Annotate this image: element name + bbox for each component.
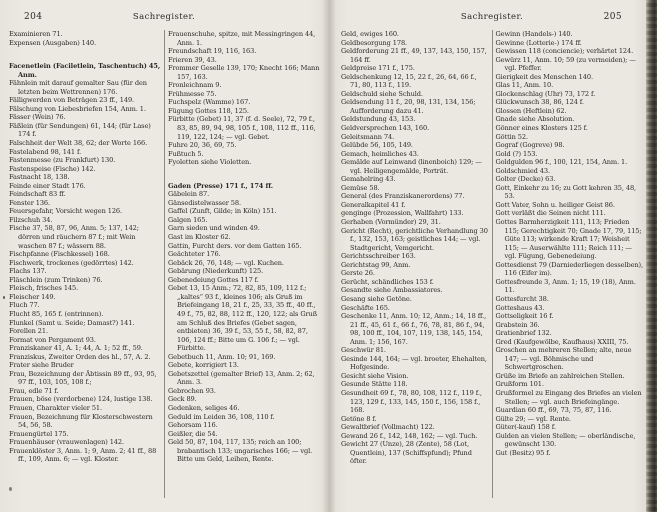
- column-divider: [492, 30, 493, 498]
- index-entry: Gerste 26.: [341, 269, 375, 278]
- index-entry: Gnade siehe Absolution.: [495, 115, 575, 124]
- index-entry: Gesandte siehe Ambassiatores.: [341, 286, 443, 295]
- index-entry: Fleisch, frisches 145.: [9, 284, 79, 293]
- index-entry: Gierigkeit des Menschen 140.: [495, 72, 593, 81]
- index-entry: Frieren 39, 43.: [168, 55, 217, 64]
- index-entry: Geldschuld siehe Schuld.: [341, 89, 423, 98]
- page-205-header: [328, 12, 656, 26]
- index-entry: Fischpfanne (Fischkessel) 168.: [9, 250, 110, 259]
- index-entry: Goldgulden 96 f., 100, 121, 154, Anm. 1.: [495, 158, 628, 167]
- index-entry: Gedenken, seliges 46.: [168, 403, 240, 412]
- index-entry: Fässer (Wein) 76.: [9, 113, 66, 122]
- ink-speck: [3, 296, 5, 299]
- index-entry: Frühmesse 75.: [168, 89, 217, 98]
- index-entry: Geldforderung 21 ff., 49, 137, 143, 150, 157, 164 ff.: [341, 47, 487, 64]
- index-entry: Format von Pergament 93.: [9, 335, 96, 344]
- index-entry: genginge (Prozession, Wallfahrt) 133.: [341, 209, 464, 218]
- index-entry: Gesunde Stätte 118.: [341, 380, 408, 389]
- index-entry: Expensen (Ausgaben) 140.: [9, 38, 96, 47]
- index-entry: Flachs 137.: [9, 267, 47, 276]
- index-entry: Fenster 136.: [9, 198, 51, 207]
- index-entry: Franziskaner 41, A. 1; 44, A. 1; 52 ff., 59.: [9, 344, 143, 353]
- index-entry: Groschen an mehreren Stellen; alte, neue 147; — vgl. Böhmische und Schwertgroschen.: [495, 346, 632, 372]
- page-204-header: [0, 12, 328, 26]
- index-entry: Examinieren 71.: [9, 30, 63, 38]
- page-number-left: 204: [24, 12, 43, 22]
- index-entry: Gott, Einkehr zu 16; zu Gott kehren 35, 48, 53.: [495, 183, 637, 201]
- index-entry: Gesang siehe Getöne.: [341, 294, 412, 303]
- index-entry: Glas 11, Anm. 10.: [495, 81, 554, 90]
- index-entry: Glückwunsch 38, 86, 124 f.: [495, 98, 584, 107]
- index-entry: Frauenklöster 3, Anm. 1; 9, Anm. 2; 41 ff., 88 ff., 109, Anm. 6; — vgl. Kloster.: [9, 446, 157, 464]
- page-205: [328, 0, 656, 512]
- index-entry: Gott Vater, Sohn u. heiliger Geist 86.: [495, 200, 615, 209]
- index-entry: Galgen 165.: [168, 215, 208, 224]
- index-entry: Guardian 60 ff., 69, 73, 75, 87, 116.: [495, 406, 612, 415]
- index-entry: Facenetlein (Faciletlein, Taschentuch) 45, Anm.: [9, 62, 161, 79]
- index-entry: Frauenschuhe, spitze, mit Messingringen 44, Anm. 1.: [168, 30, 316, 47]
- index-entry: Franziskus, Zweiter Orden des hl., 57, A. 2.: [9, 352, 151, 361]
- index-entry: Gratienbrief 132.: [495, 329, 552, 338]
- index-entry: Gesicht siehe Vision.: [341, 371, 409, 380]
- index-entry: Fügung Gottes 118, 125.: [168, 106, 249, 115]
- index-entry: Fastenspeise (Fische) 142.: [9, 164, 96, 173]
- index-entry: Fastnacht 18, 138.: [9, 173, 70, 182]
- index-entry: Grußformel zu Eingang des Briefes an vielen Stellen; — vgl. auch Briefeingänge.: [495, 388, 642, 406]
- index-entry: Gemach, heimliches 43.: [341, 149, 419, 158]
- index-entry: Gewürz 11, Anm. 10; 59 (zu vermeiden); — vgl. Pfeffer.: [495, 55, 636, 73]
- index-entry: Gerücht, schändliches 153 f.: [341, 277, 434, 286]
- index-entry: Fuchspelz (Wamme) 167.: [168, 98, 251, 107]
- index-entry: Gemahelring 43.: [341, 175, 396, 184]
- index-entry: Gottesfurcht 38.: [495, 294, 549, 303]
- index-entry: Gesundheit 69 f., 78, 80, 108, 112 f., 119 f., 123, 129 f., 133, 145, 150 f., 156, 158 f., 168.: [341, 388, 482, 415]
- index-entry: Gottseligkeit 16 f.: [495, 312, 554, 321]
- index-entry: Frommer Geselle 139, 170; Knecht 166; Mann 157, 163.: [168, 64, 320, 81]
- index-entry: Geldschenkung 12, 15, 22 f., 26, 64, 66 f., 71, 80, 113 f., 119.: [341, 72, 477, 90]
- index-entry: Goldschmied 43.: [495, 166, 550, 175]
- index-entry: Frau, Bezeichnung der Äbtissin 89 ff., 93, 95, 97 ff., 103, 105, 108 f.;: [9, 369, 157, 387]
- index-entry: Fischwerk, trockenes (gedörrtes) 142.: [9, 258, 134, 267]
- index-entry: Gerichtsschreiber 163.: [341, 252, 416, 261]
- index-entry: Fälschung von Liebesbriefen 154, Anm. 1.: [9, 104, 146, 113]
- index-entry: Glockenschlag (Uhr) 73, 172 f.: [495, 89, 596, 98]
- index-entry: Gattin, Furcht ders. vor dem Gatten 165.: [168, 241, 302, 250]
- index-entry: Glossen (Heftlein) 62.: [495, 106, 567, 115]
- index-entry: Flunkel (Samt u. Seide; Damast?) 141.: [9, 318, 135, 327]
- index-entry: Gericht (Recht), gerichtliche Verhandlung 30 f., 132, 153, 163; geistliches 144; — vgl. Stadtgericht, Vemgericht.: [341, 226, 488, 252]
- page-205-columns: [341, 30, 643, 504]
- index-entry: Geldstundung 43, 153.: [341, 115, 416, 124]
- index-entry: Gulden an vielen Stellen; — oberländische, gewünscht 130.: [495, 431, 636, 449]
- index-entry: Gewaltbrief (Vollmacht) 122.: [341, 423, 435, 432]
- index-entry: Gred (Kaufgewölbe, Kaufhaus) XXIII, 75.: [495, 337, 629, 346]
- index-entry: Falschheit der Welt 38, 62; der Worte 166.: [9, 139, 148, 148]
- index-entry: Geschwür 81.: [341, 346, 386, 355]
- index-entry: Gesinde 144, 164; — vgl. broeter, Ehehalten, Hofgesinde.: [341, 354, 487, 372]
- index-entry: Geschäfte 165.: [341, 303, 390, 312]
- index-entry: Generalkapitel 41 f.: [341, 200, 406, 209]
- index-entry: Gut (Besitz) 95 f.: [495, 448, 551, 457]
- index-entry: Garn sieden und winden 49.: [168, 224, 260, 233]
- index-entry: Gemälde auf Leinwand (linenboich) 129; — vgl. Heiligengemälde, Porträt.: [341, 158, 482, 175]
- index-entry: Frauengürtel 175.: [9, 429, 69, 438]
- index-entry: Göttin 52.: [495, 132, 528, 141]
- index-entry: Golter (Decke) 63.: [495, 175, 556, 184]
- index-entry: Fluch 77.: [9, 301, 40, 310]
- index-entry: Gotteshaus 43.: [495, 303, 545, 312]
- index-entry: Feindschaft 83 ff.: [9, 190, 66, 199]
- running-title-right: Sachregister.: [460, 12, 524, 22]
- index-entry: Gewinn (Handels-) 140.: [495, 30, 573, 38]
- index-entry: Geldversprechen 143, 160.: [341, 124, 430, 133]
- index-entry: Gelübde 56, 105, 149.: [341, 141, 413, 150]
- index-entry: Getöne 8 f.: [341, 414, 377, 423]
- index-entry: Gott verläßt die Seinen nicht 111.: [495, 209, 606, 218]
- index-entry: Grußform 101.: [495, 380, 544, 389]
- index-entry: Gebäck 26, 76, 148; — vgl. Kuchen.: [168, 258, 284, 267]
- index-entry: Fyoletten siehe Violetten.: [168, 158, 252, 167]
- index-entry: Fastenmesse (zu Frankfurt) 130.: [9, 156, 116, 165]
- index-entry: Gottesdienst 79 (Darniederliegen desselben), 116 (Eifer im).: [495, 260, 643, 278]
- index-entry: Gewand 26 f., 142, 148, 162; — vgl. Tuch.: [341, 431, 478, 440]
- index-entry: Gewicht 27 (Unze), 28 (Zente), 58 (Lot, Quentlein), 137 (Schiffspfund); Pfund öfter.: [341, 440, 472, 466]
- index-entry: Gerichtstag 99, Anm.: [341, 260, 411, 269]
- index-entry: Geldsendung 11 f., 20, 98, 131, 134, 156; Aufforderung dazu 41.: [341, 98, 476, 115]
- index-entry: Frau, edle 71 f.: [9, 386, 59, 395]
- index-entry: Fähnlein mit darauf gemalter Sau (für den letzten beim Wettrennen) 176.: [9, 79, 147, 96]
- index-entry: Geldbesorgung 178.: [341, 38, 408, 47]
- page-205-column-1: [341, 30, 489, 504]
- index-entry: Fronleichnam 9.: [168, 81, 222, 90]
- index-entry: Filzschuh 34.: [9, 215, 53, 224]
- column-divider: [164, 30, 165, 498]
- index-entry: Frauen, Bezeichnung für Klosterschwestern 54, 56, 58.: [9, 412, 153, 430]
- index-entry: Gottesfreunde 3, Anm. 1; 15, 19 (18), Anm. 11.: [495, 277, 636, 295]
- index-entry: Freundschaft 19, 116, 163.: [168, 47, 257, 56]
- index-entry: Geißler, die 54.: [168, 429, 218, 438]
- index-entry: Frauen, böse (verdorbene) 124, lustige 138.: [9, 395, 153, 404]
- index-entry: Geld, ewiges 160.: [341, 30, 399, 38]
- index-entry: Fürbitte (Gebet) 11, 37 (f. d. Seele), 72, 79 f., 83, 85, 89, 94, 98, 105 f., 108, 112 ff., 116, 119, 122, 124; — vgl. Gebet.: [168, 115, 316, 141]
- page-204-column-1: [9, 30, 161, 504]
- ink-speck: [649, 40, 651, 42]
- index-entry: Fälligwerden von Beträgen 23 ff., 149.: [9, 96, 135, 105]
- running-title-left: Sachregister.: [132, 12, 196, 22]
- index-entry: Gäbelein 87.: [168, 190, 210, 199]
- index-entry: Gewinne (Lotterie-) 174 ff.: [495, 38, 582, 47]
- index-entry: Fleischer 149.: [9, 292, 56, 301]
- index-entry: Gönner eines Klosters 125 f.: [495, 124, 588, 133]
- index-entry: Geächteter 176.: [168, 250, 221, 259]
- book-edge-band: [646, 0, 657, 512]
- index-entry: Gebetszettel (gemalter Brief) 13, Anm. 2; 62, Anm. 3.: [168, 369, 315, 387]
- index-entry: Fische 37, 58, 87, 96, Anm. 5; 137, 142; dörren und räuchern 87 f.; mit Wein waschen 87 f.; wässern 88.: [9, 224, 139, 250]
- index-entry: Flucht 85, 165 f. (entrinnen).: [9, 309, 104, 318]
- index-entry: Geld 50, 87, 104, 117, 135; reich an 100; brabantisch 133; ungarisches 166; — vgl. Bitte um Geld, Leihen, Rente.: [168, 438, 313, 464]
- page-204: [0, 0, 328, 512]
- index-entry: Gaffel (Zunft, Gilde; in Köln) 151.: [168, 207, 277, 216]
- index-entry: Gebetbuch 11, Anm. 10; 91, 169.: [168, 352, 276, 361]
- index-entry: Gehorsam 116.: [168, 421, 218, 430]
- index-entry: Frater siehe Bruder: [9, 361, 74, 370]
- index-entry: Grabstein 36.: [495, 320, 540, 329]
- index-entry: Gewissen 118 (conciencie); verhärtet 124.: [495, 47, 634, 56]
- section-gap: [9, 47, 161, 62]
- index-entry: Gülte 29; — vgl. Rente.: [495, 414, 571, 423]
- index-entry: Frauenhäuser (vrauwenlagen) 142.: [9, 438, 124, 447]
- index-entry: Fäßlein (für Sendungen) 61, 144; (für Lase) 174 f.: [9, 121, 151, 139]
- page-number-right: 205: [603, 12, 622, 22]
- index-entry: General (des Franziskanerordens) 77.: [341, 192, 465, 201]
- index-entry: Gebärung (Niederkunft) 125.: [168, 267, 264, 276]
- index-entry: Geldpreise 171 f., 175.: [341, 64, 415, 73]
- index-entry: Fuhre 20, 36, 69, 75.: [168, 141, 237, 150]
- page-204-columns: [9, 30, 321, 504]
- index-entry: Grüße im Briefe an zahlreichen Stellen.: [495, 371, 625, 380]
- index-entry: Fläschlein (zum Trinken) 76.: [9, 275, 103, 284]
- index-entry: Geck 89.: [168, 395, 197, 404]
- index-entry: Geduld im Leiden 36, 108, 110 f.: [168, 412, 275, 421]
- section-gap: [168, 167, 320, 182]
- index-entry: Feuersgefahr, Vorsicht wegen 126.: [9, 207, 123, 216]
- index-entry: Güter(-kauf) 158 f.: [495, 423, 556, 432]
- index-entry: Gebete, korrigiert 13.: [168, 361, 239, 370]
- page-204-column-2: [168, 30, 320, 504]
- index-entry: Gast im Kloster 62.: [168, 233, 231, 242]
- ink-speck: [9, 487, 12, 491]
- index-entry: Gold (?) 153.: [495, 149, 538, 158]
- index-entry: Gebrochen 93.: [168, 386, 216, 395]
- index-entry: Geschenke 11, Anm. 10; 12, Anm.; 14, 18 ff., 21 ff., 45, 61 f., 66 f., 76, 78, 81, 86 f., 94, 98, 100 ff., 104, 107, 119, 138, 145, 154, Anm. 1; 156, 167.: [341, 312, 487, 346]
- index-entry: Gaden (Presse) 171 f., 174 ff.: [168, 181, 273, 190]
- index-entry: Fußtuch 5.: [168, 149, 204, 158]
- index-entry: Fastelabend 98, 141 f.: [9, 147, 82, 156]
- index-entry: Gograf (Gogreve) 98.: [495, 141, 565, 150]
- index-entry: Gebet 13, 15 Anm.; 72, 82, 85, 109, 112 f.; „kaltes“ 93 f., kleines 106; als Gruß im Briefeingang 18, 21 f., 25, 33, 35 ff., 40 ff., 49 f., 75, 82, 88, 112 ff., 120, 122; als Gruß am Schluß des Briefes (Gebet sagen, entbieten) 36, 39 f., 53, 55 f., 58, 82, 87, 106, 124 ff.; Bitte um G. 106 f.; — vgl. Fürbitte.: [168, 284, 318, 353]
- index-entry: Gänsedistelwasser 58.: [168, 198, 241, 207]
- index-entry: Frauen, Charakter vieler 51.: [9, 403, 103, 412]
- index-entry: Feinde einer Stadt 176.: [9, 181, 86, 190]
- index-entry: Forellen 21.: [9, 327, 48, 336]
- index-entry: Gottes Barmherzigkeit 111, 113; Frieden 115; Gerechtigkeit 70; Gnade 17, 79, 115; Güte 113; wirkende Kraft 17; Weisheit 115; — Auserwählte 111; Reich 111; — vgl. Fügung, Gebenedeiung.: [495, 218, 642, 261]
- index-entry: Gebenedeiung Gottes 117 f.: [168, 275, 259, 284]
- page-205-column-2: [495, 30, 643, 504]
- index-entry: Geleitsmann 74.: [341, 132, 395, 141]
- index-entry: Gerhaben (Vormünder) 29, 31.: [341, 218, 441, 227]
- index-entry: Gemüse 58.: [341, 183, 380, 192]
